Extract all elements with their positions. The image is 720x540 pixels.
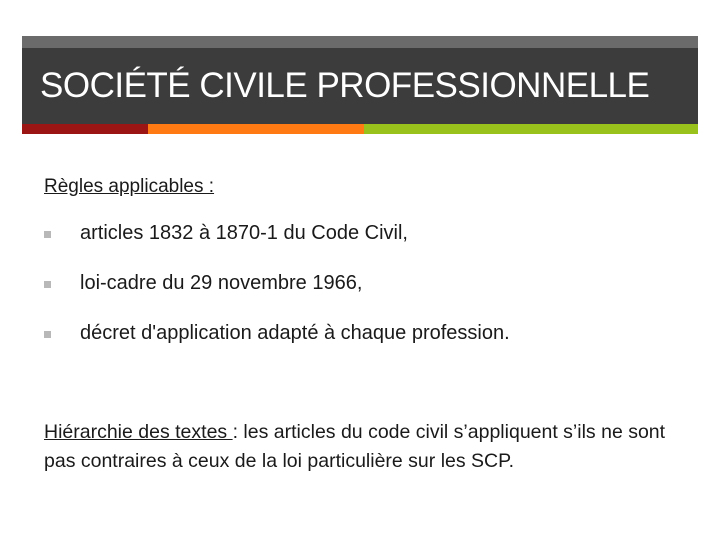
square-bullet-icon <box>44 281 51 288</box>
accent-bar-red <box>22 124 148 134</box>
paragraph-colon: : <box>232 421 239 443</box>
title-top-strip <box>22 36 698 48</box>
bullet-text: décret d'application adapté à chaque profession. <box>80 322 510 344</box>
bullet-text: loi-cadre du 29 novembre 1966, <box>80 272 363 294</box>
square-bullet-icon <box>44 231 51 238</box>
accent-bar-orange <box>148 124 364 134</box>
paragraph-text: les articles du code civil s’appliquent s’ils ne sont pas contraires à ceux de la loi particulière sur les SCP. <box>44 421 666 472</box>
paragraph-heading: Hiérarchie des textes <box>44 421 233 443</box>
square-bullet-icon <box>44 331 51 338</box>
slide-title: SOCIÉTÉ CIVILE PROFESSIONNELLE <box>40 66 650 105</box>
title-bar <box>22 36 698 124</box>
hierarchy-paragraph <box>44 418 684 476</box>
bullet-text: articles 1832 à 1870-1 du Code Civil, <box>80 222 408 244</box>
accent-bar-green <box>364 124 698 134</box>
section-subtitle: Règles applicables : <box>44 176 215 197</box>
